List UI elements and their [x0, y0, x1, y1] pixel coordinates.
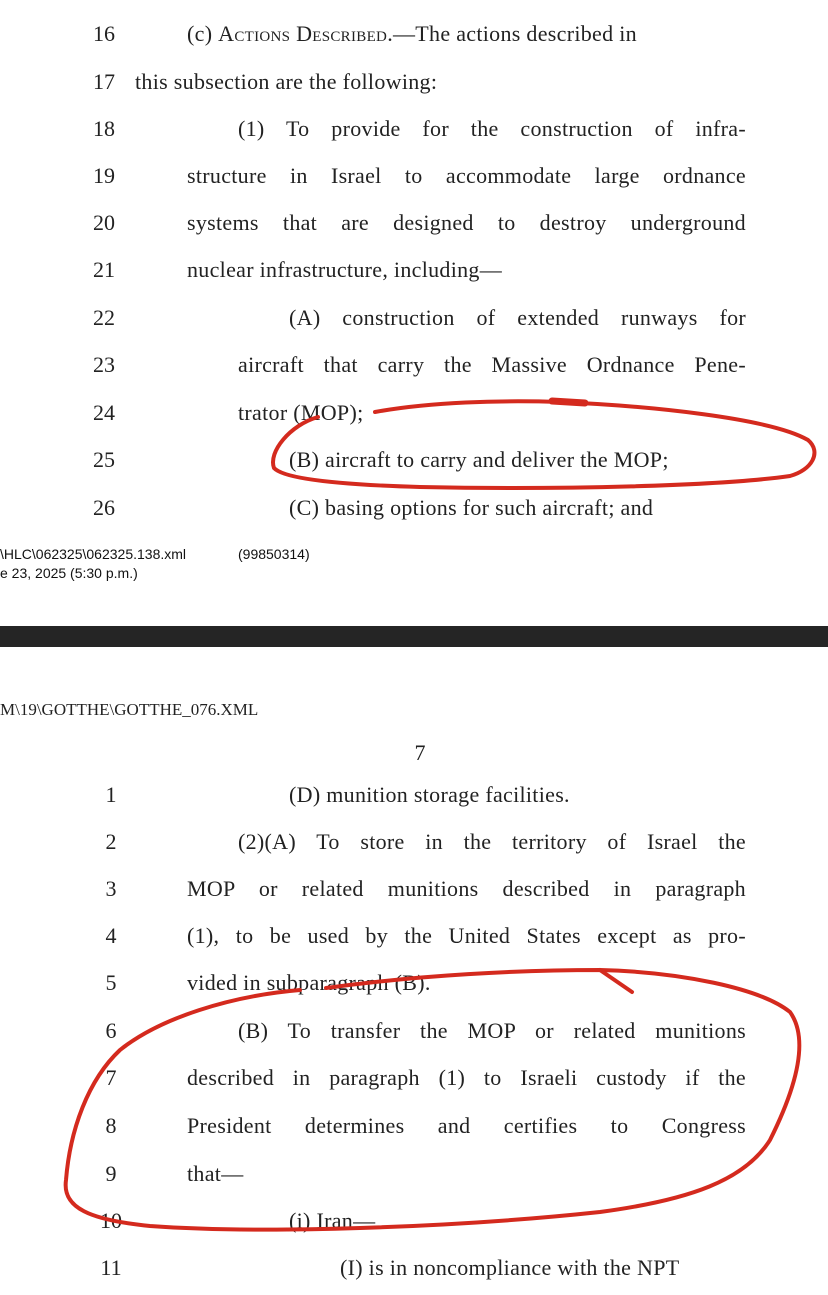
line-text: (1), to be used by the United States except as pro- — [187, 923, 746, 948]
line-number: 8 — [105, 1113, 117, 1138]
line-10 — [0, 1208, 828, 1248]
line-number: 17 — [93, 69, 115, 94]
line-number: 19 — [93, 163, 115, 188]
line-text: (2)(A) To store in the territory of Israel the — [238, 829, 746, 854]
line-1 — [0, 782, 828, 822]
line-6 — [0, 1018, 828, 1058]
line-text: (B) To transfer the MOP or related munitions — [238, 1018, 746, 1043]
footer-date: e 23, 2025 (5:30 p.m.) — [0, 565, 138, 581]
line-text: (I) is in noncompliance with the NPT — [340, 1255, 680, 1280]
line-text: that— — [187, 1161, 244, 1186]
line-number: 7 — [105, 1065, 117, 1090]
line-number: 11 — [100, 1255, 122, 1280]
line-number: 24 — [93, 400, 115, 425]
line-text: vided in subparagraph (B). — [187, 970, 431, 995]
line-number: 21 — [93, 257, 115, 282]
header-file-path: M\19\GOTTHE\GOTTHE_076.XML — [0, 700, 259, 719]
line-4 — [0, 923, 828, 963]
line-number: 6 — [105, 1018, 117, 1043]
line-21 — [0, 257, 828, 297]
line-18 — [0, 116, 828, 156]
line-number: 10 — [100, 1208, 122, 1233]
line-number: 9 — [105, 1161, 117, 1186]
line-text: President determines and certifies to Congress — [187, 1113, 746, 1138]
line-20 — [0, 210, 828, 250]
line-number: 16 — [93, 21, 115, 46]
line-17 — [0, 69, 828, 109]
line-number: 20 — [93, 210, 115, 235]
line-22 — [0, 305, 828, 345]
line-text: (1) To provide for the construction of infra- — [238, 116, 746, 141]
line-text: (i) Iran— — [289, 1208, 376, 1233]
line-text: structure in Israel to accommodate large ordnance — [187, 163, 746, 188]
line-number: 2 — [105, 829, 117, 854]
line-number: 23 — [93, 352, 115, 377]
line-number: 5 — [105, 970, 117, 995]
line-25 — [0, 447, 828, 487]
page-number: 7 — [414, 740, 426, 765]
section-heading: Actions Described — [218, 21, 388, 46]
line-19 — [0, 163, 828, 203]
line-text: (A) construction of extended runways for — [289, 305, 746, 330]
line-text: (c) Actions Described.—The actions described in — [187, 21, 637, 46]
line-7 — [0, 1065, 828, 1105]
line-23 — [0, 352, 828, 392]
line-text: MOP or related munitions described in paragraph — [187, 876, 746, 901]
line-number: 18 — [93, 116, 115, 141]
line-number: 25 — [93, 447, 115, 472]
line-text: aircraft that carry the Massive Ordnance Pene- — [238, 352, 746, 377]
line-text: (B) aircraft to carry and deliver the MOP; — [289, 447, 669, 472]
line-number: 22 — [93, 305, 115, 330]
line-8 — [0, 1113, 828, 1153]
line-text: (D) munition storage facilities. — [289, 782, 570, 807]
line-number: 1 — [105, 782, 117, 807]
line-2 — [0, 829, 828, 869]
line-number: 26 — [93, 495, 115, 520]
line-11 — [0, 1255, 828, 1295]
line-26 — [0, 495, 828, 535]
line-text: trator (MOP); — [238, 400, 364, 425]
line-16 — [0, 21, 828, 61]
page-divider — [0, 626, 828, 647]
line-9 — [0, 1161, 828, 1201]
line-number: 4 — [105, 923, 117, 948]
footer-document-id: (99850314) — [238, 546, 310, 562]
line-24 — [0, 400, 828, 440]
line-5 — [0, 970, 828, 1010]
line-text: (C) basing options for such aircraft; and — [289, 495, 654, 520]
line-text: nuclear infrastructure, including— — [187, 257, 503, 282]
line-text: this subsection are the following: — [135, 69, 438, 94]
line-text: systems that are designed to destroy underground — [187, 210, 746, 235]
line-3 — [0, 876, 828, 916]
footer-file-path: \HLC\062325\062325.138.xml — [0, 546, 187, 562]
line-text: described in paragraph (1) to Israeli custody if the — [187, 1065, 746, 1090]
line-number: 3 — [105, 876, 117, 901]
